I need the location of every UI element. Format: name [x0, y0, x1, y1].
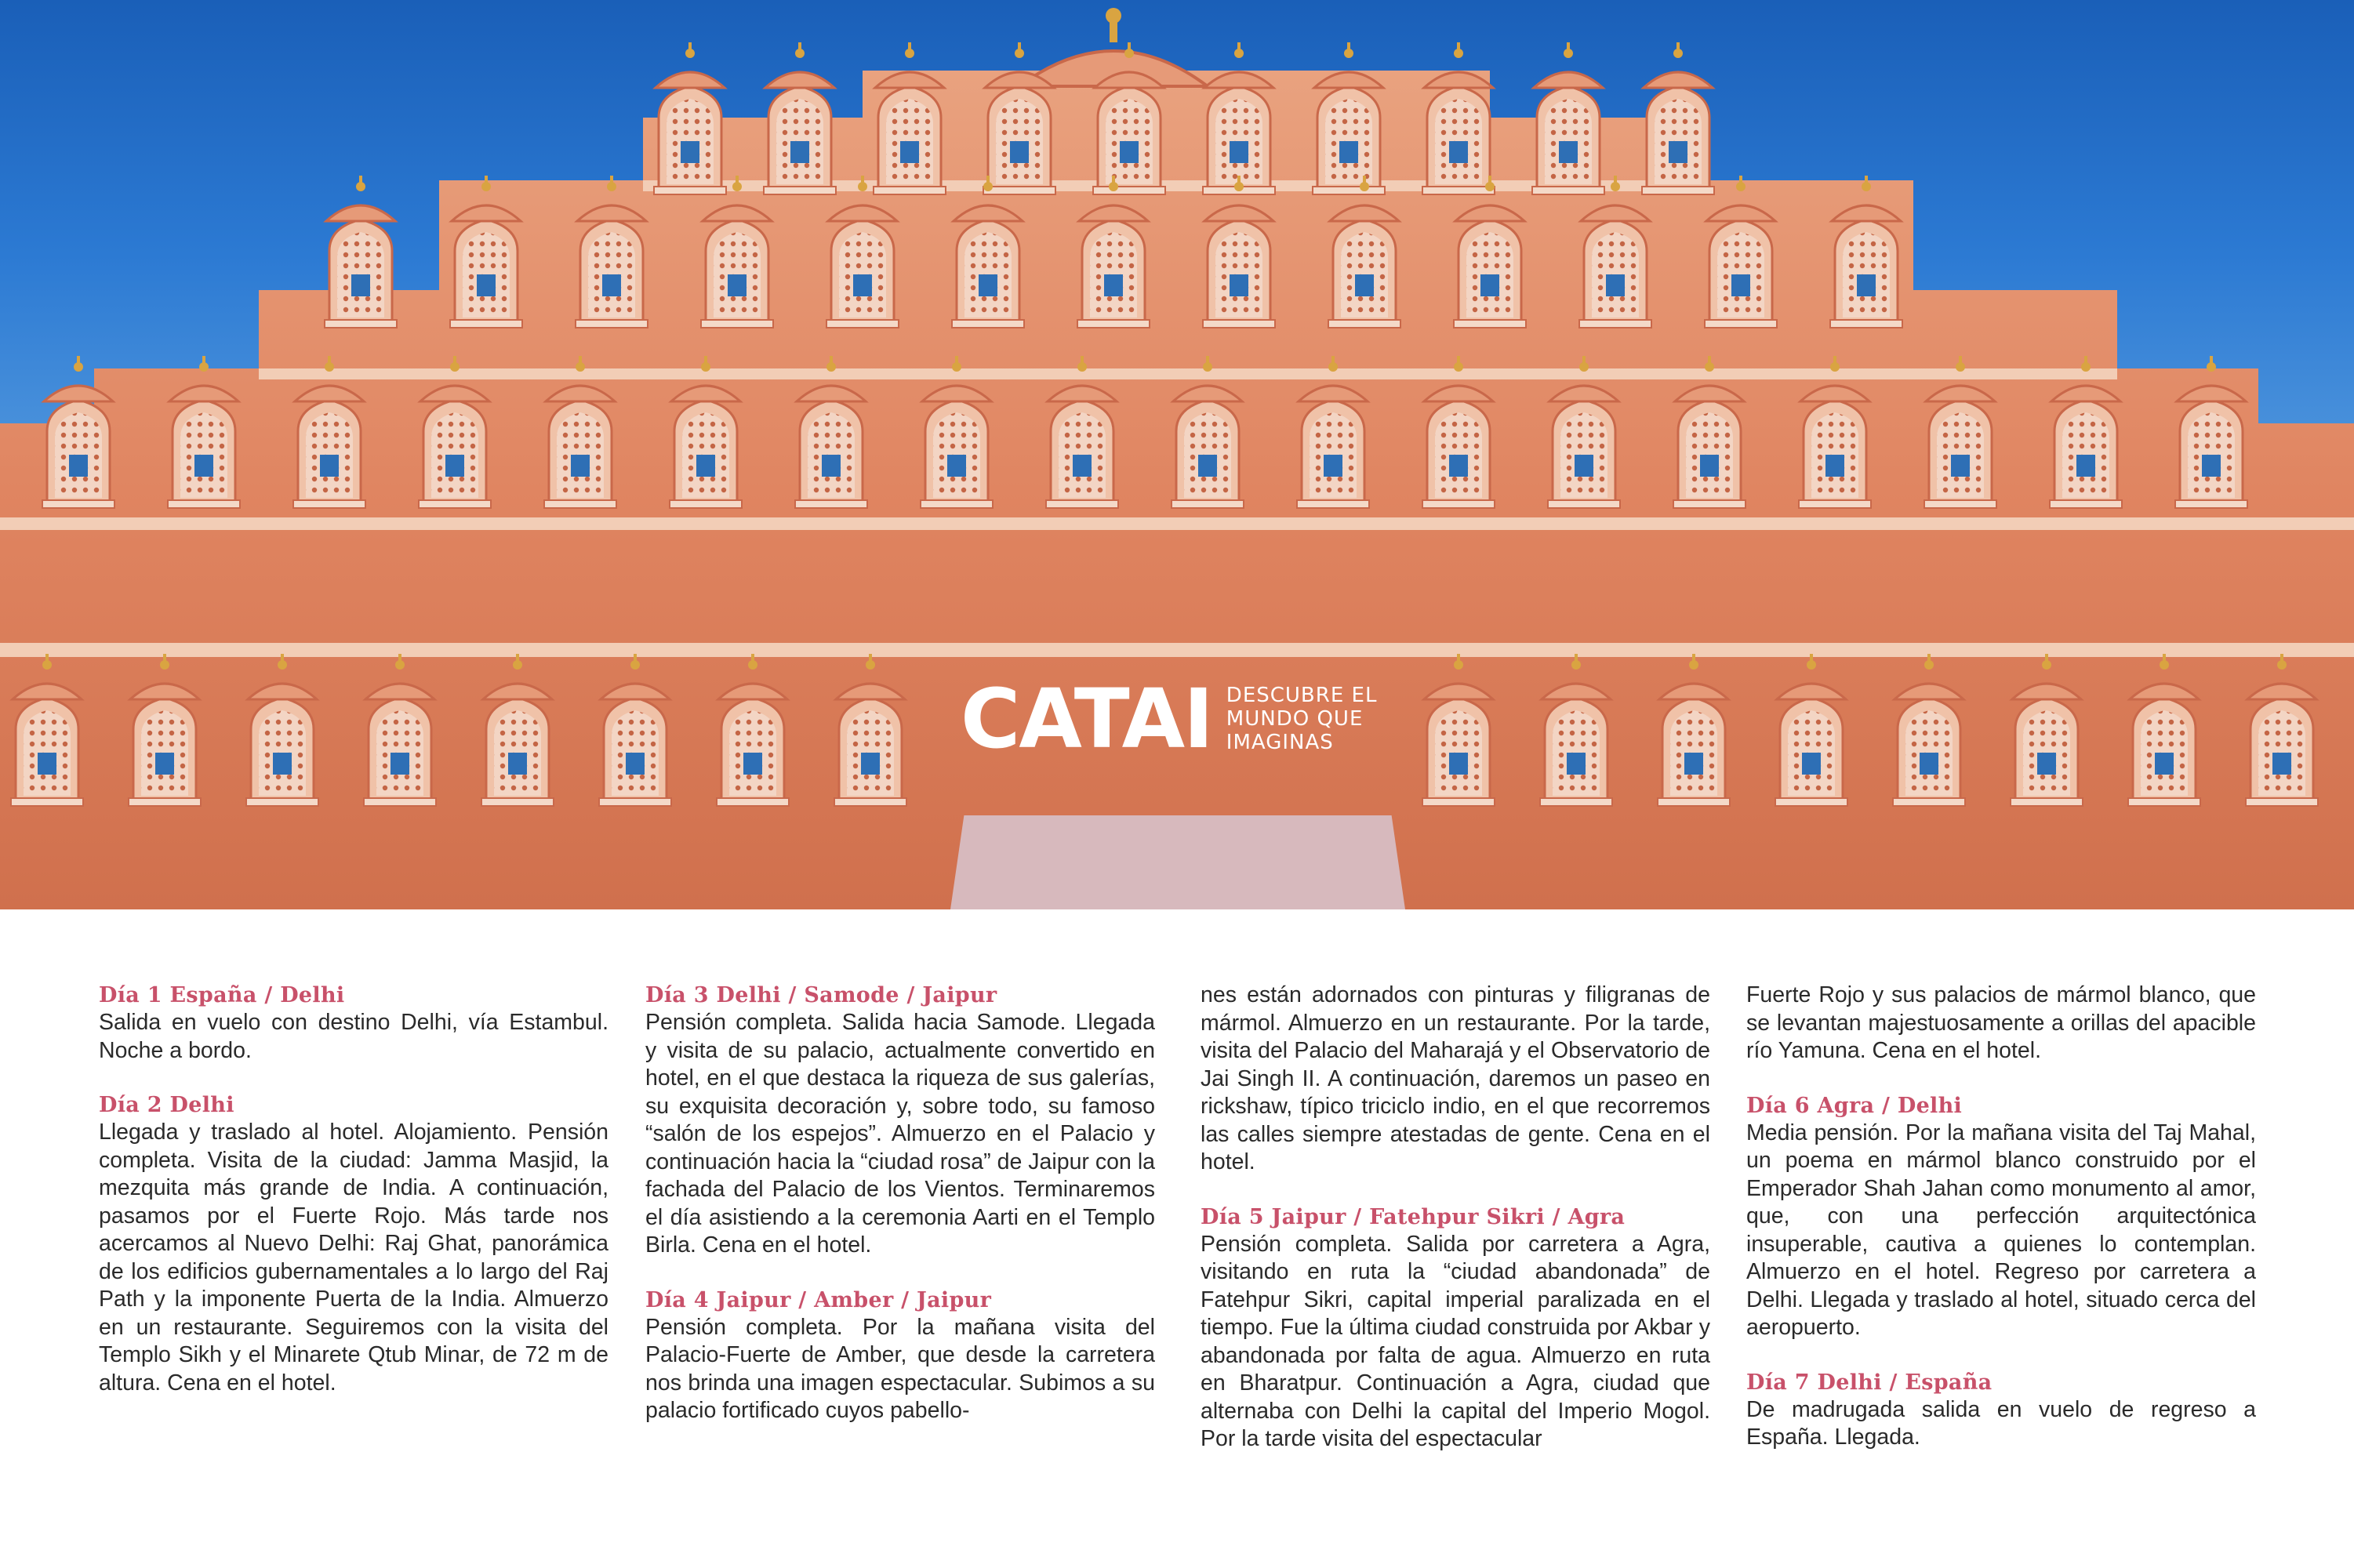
day-3-text: Pensión completa. Salida hacia Samode. Llegada y visita de su palacio, actualmente convertido en hotel, en el que destaca la riqueza de sus galerías, su exquisita decoración y, sobre todo, su famoso “salón de los espejos”. Almuerzo en el Palacio y continuación hacia la “ciudad rosa” de Jaipur con la fachada del Palacio de los Vientos. Terminaremos el día asistiendo a la ceremonia Aarti en el Templo Birla. Cena en el hotel. — [645, 1010, 1155, 1258]
day-5-continued — [1746, 982, 2256, 1065]
day-5-text-part-1: Pensión completa. Salida por carretera a Agra, visitando en ruta la “ciudad abandonada” de Fatehpur Sikri, capital imperial paralizada en el tiempo. Fue la última ciudad construida por Akbar y abandonada por falta de agua. Almuerzo en ruta en Bharatpur. Continuación a Agra, ciudad que alternaba con Delhi la capital del Imperio Mogol. Por la tarde visita del espectacular — [1201, 1231, 1710, 1451]
day-7-text: De madrugada salida en vuelo de regreso a España. Llegada. — [1746, 1396, 2256, 1450]
day-7 — [1746, 1369, 2256, 1452]
day-1-title: Día 1 España / Delhi — [99, 983, 345, 1007]
day-5 — [1201, 1203, 1710, 1454]
tagline-line-1: DESCUBRE EL — [1226, 684, 1378, 707]
itinerary — [0, 982, 2354, 1530]
day-1 — [99, 982, 608, 1065]
day-1-text: Salida en vuelo con destino Delhi, vía Estambul. Noche a bordo. — [99, 1010, 608, 1063]
day-4-text-part-1: Pensión completa. Por la mañana visita del Palacio-Fuerte de Amber, que desde la carretera nos brinda una imagen espectacular. Subimos a su palacio fortificado cuyos pabello- — [645, 1314, 1155, 1423]
day-5-text-part-2: Fuerte Rojo y sus palacios de mármol blanco, que se levantan majestuosamente a orillas del apacible río Yamuna. Cena en el hotel. — [1746, 982, 2256, 1063]
day-2 — [99, 1091, 608, 1397]
day-7-title: Día 7 Delhi / España — [1746, 1370, 1993, 1395]
day-4-continued — [1201, 982, 1710, 1177]
tagline-line-3: IMAGINAS — [1226, 731, 1334, 754]
brand-name: CATAI — [961, 671, 1212, 767]
day-2-text: Llegada y traslado al hotel. Alojamiento. Pensión completa. Visita de la ciudad: Jamma Masjid, la mezquita más grande de India. A continuación, pasamos por el Fuerte Rojo. Más tarde nos acercamos al Nuevo Delhi: Raj Ghat, panorámica de los edificios gubernamentales a lo largo del Raj Path y la imponente Puerta de la India. Almuerzo en un restaurante. Seguiremos con la visita del Templo Sikh y el Minarete Qtub Minar, de 72 m de altura. Cena en el hotel. — [99, 1120, 608, 1396]
column-3 — [1201, 982, 1710, 1480]
day-3 — [645, 982, 1155, 1260]
column-2 — [645, 982, 1155, 1452]
day-3-title: Día 3 Delhi / Samode / Jaipur — [645, 983, 997, 1007]
day-4 — [645, 1287, 1155, 1425]
day-2-title: Día 2 Delhi — [99, 1093, 234, 1117]
day-5-title: Día 5 Jaipur / Fatehpur Sikri / Agra — [1201, 1204, 1626, 1229]
day-6 — [1746, 1092, 2256, 1342]
column-1 — [99, 982, 608, 1424]
brand-tagline — [1226, 684, 1378, 753]
decorative-tab — [950, 815, 1405, 909]
day-4-title: Día 4 Jaipur / Amber / Jaipur — [645, 1287, 992, 1312]
tagline-line-2: MUNDO QUE — [1226, 707, 1364, 731]
catai-logo — [961, 671, 1378, 767]
day-6-title: Día 6 Agra / Delhi — [1746, 1093, 1963, 1118]
day-6-text: Media pensión. Por la mañana visita del Taj Mahal, un poema en mármol blanco construido por el Emperador Shah Jahan como monumento al amor, que, con una perfección arquitectónica insuperable, cautiva a quienes lo contemplan. Almuerzo en el hotel. Regreso por carretera a Delhi. Llegada y traslado al hotel, situado cerca del aeropuerto. — [1746, 1120, 2256, 1340]
day-4-text-part-2: nes están adornados con pinturas y filigranas de mármol. Almuerzo en un restaurante. Por la tarde, visita del Palacio del Maharajá y el Observatorio de Jai Singh II. A continuación, daremos un paseo en rickshaw, típico triciclo indio, en el que recorremos las calles siempre atestadas de gente. Cena en el hotel. — [1201, 982, 1710, 1174]
column-4 — [1746, 982, 2256, 1479]
